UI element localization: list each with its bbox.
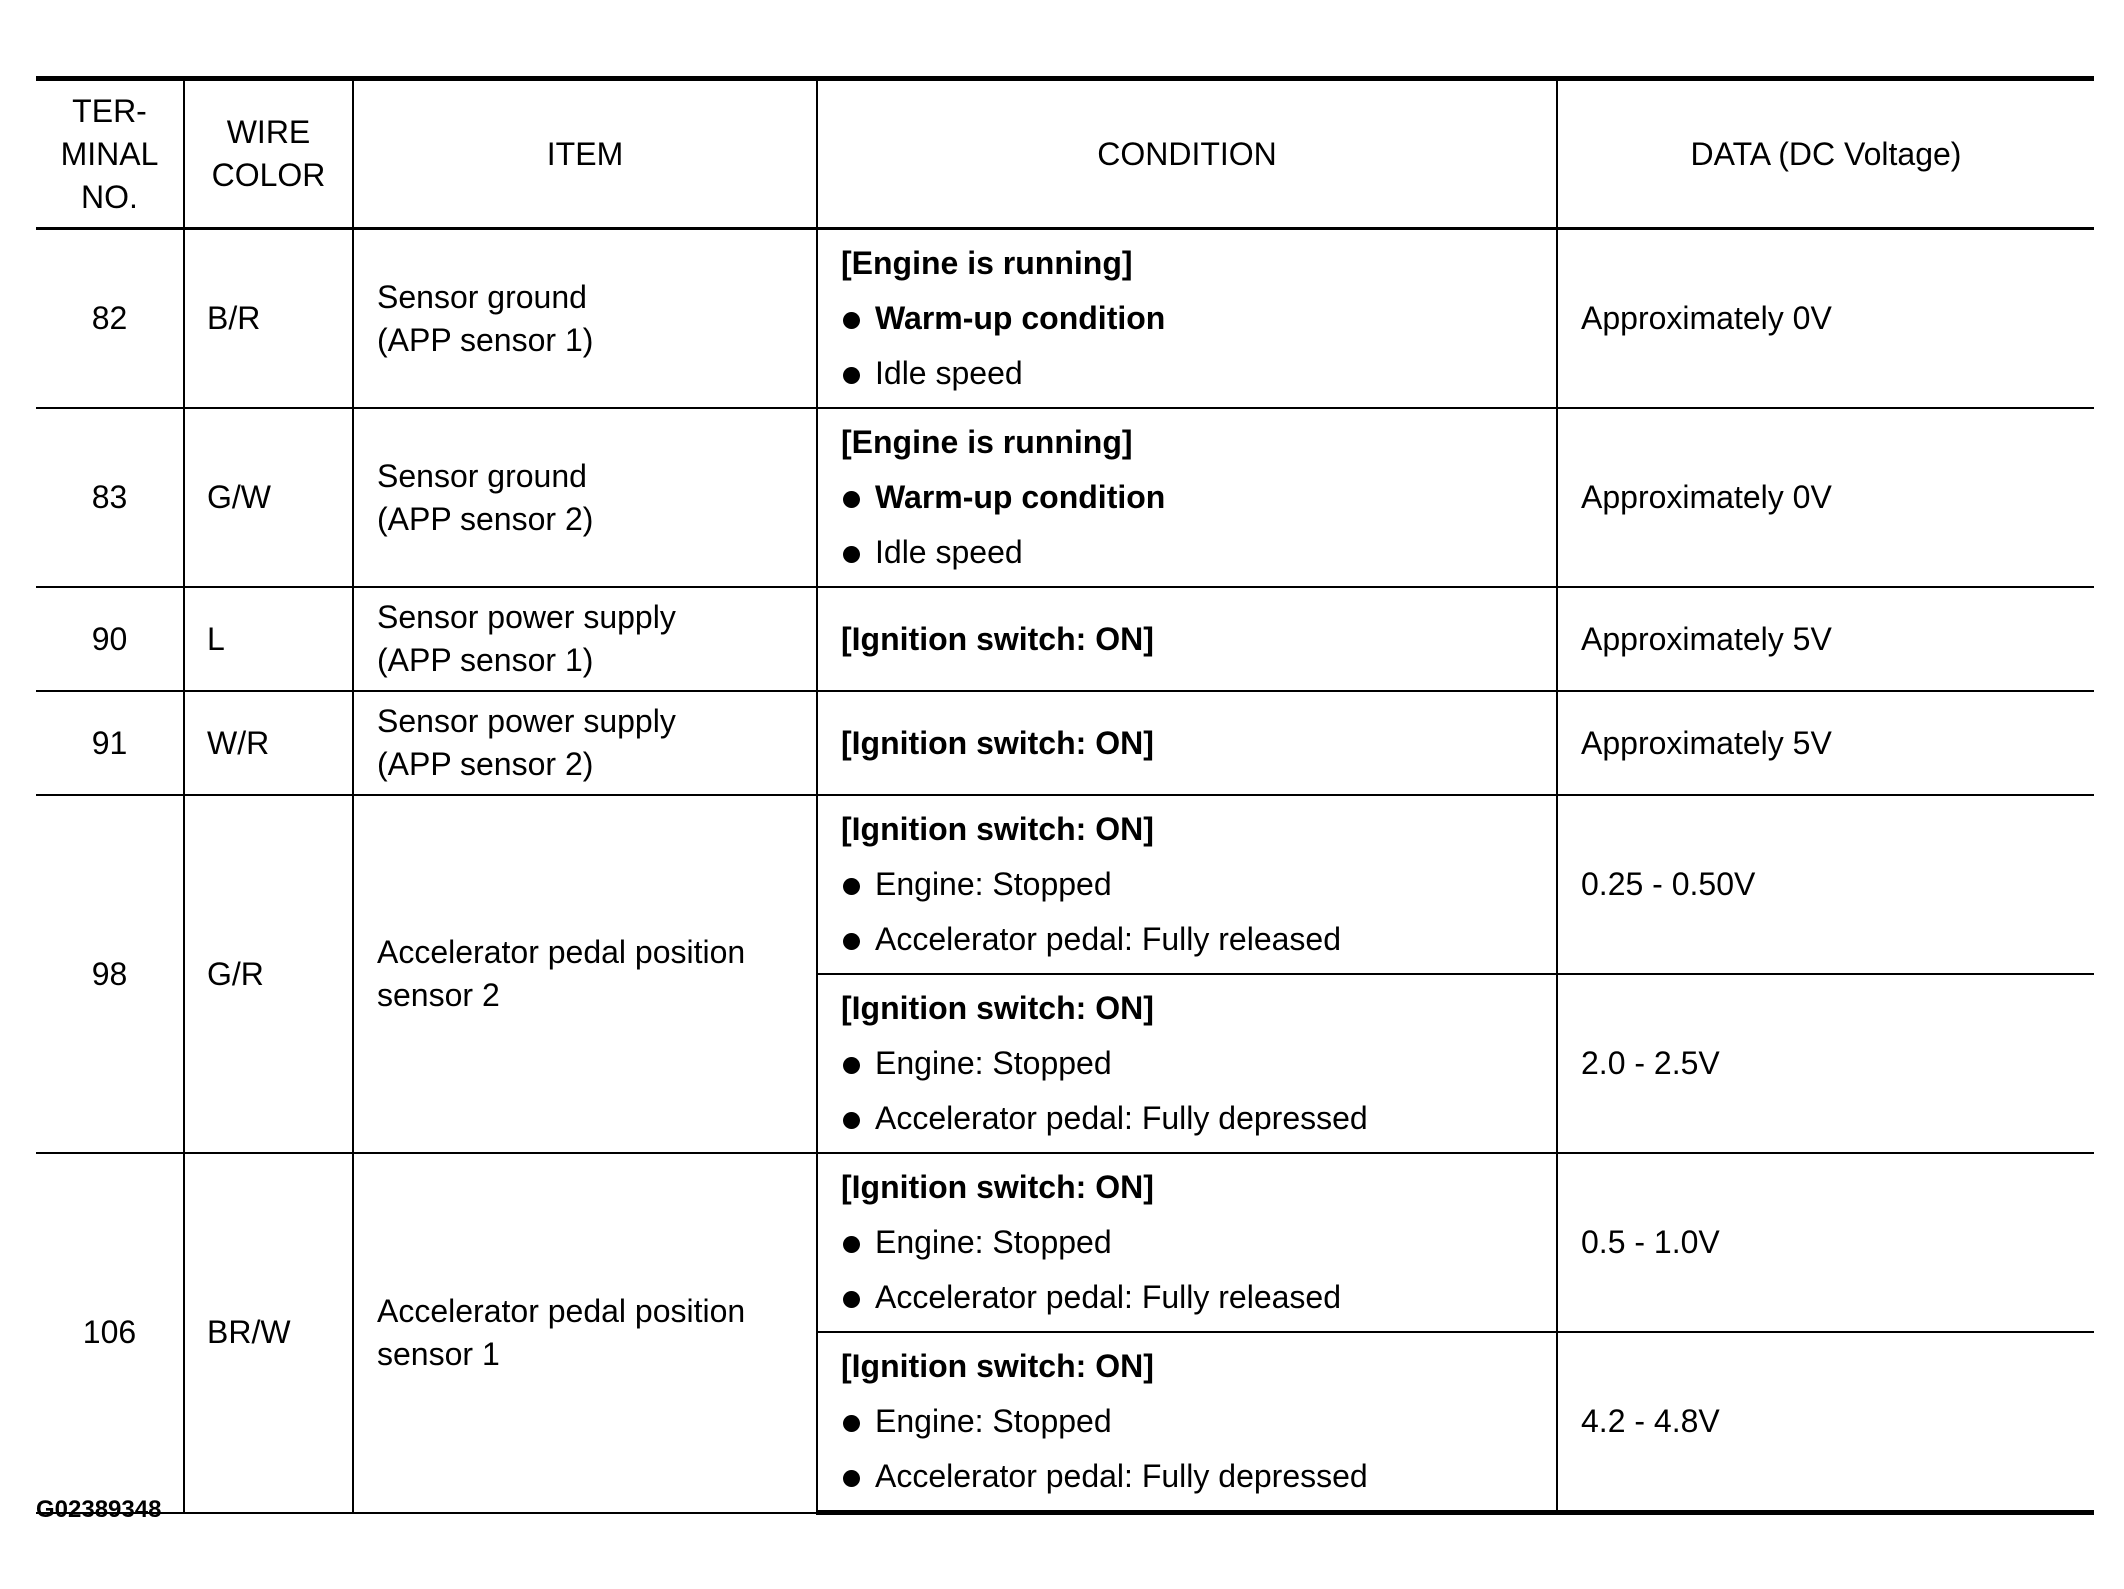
condition-heading: [Ignition switch: ON]	[841, 990, 1154, 1026]
item-cell: Accelerator pedal position sensor 2	[353, 795, 817, 1153]
condition-heading: [Ignition switch: ON]	[841, 724, 1154, 761]
condition-cell	[817, 795, 1557, 974]
terminal-no: 82	[36, 229, 184, 409]
header-data: DATA (DC Voltage)	[1557, 79, 2094, 229]
table-row-83	[36, 408, 2094, 587]
data-value: Approximately 5V	[1557, 691, 2094, 795]
wire-color: G/W	[184, 408, 353, 587]
item-cell: Accelerator pedal position sensor 1	[353, 1153, 817, 1513]
condition-bullet: Accelerator pedal: Fully released	[841, 1270, 1556, 1325]
condition-heading: [Ignition switch: ON]	[841, 1169, 1154, 1205]
condition-bullet: Engine: Stopped	[841, 1036, 1556, 1091]
condition-cell	[817, 691, 1557, 795]
condition-bullet: Engine: Stopped	[841, 1394, 1556, 1449]
header-row	[36, 79, 2094, 229]
table-row-82	[36, 229, 2094, 409]
condition-bullet: Warm-up condition	[841, 291, 1556, 346]
condition-cell	[817, 974, 1557, 1153]
terminal-no: 83	[36, 408, 184, 587]
header-item: ITEM	[353, 79, 817, 229]
wire-color: L	[184, 587, 353, 691]
condition-heading: [Ignition switch: ON]	[841, 811, 1154, 847]
data-value: 0.25 - 0.50V	[1557, 795, 2094, 974]
wire-color: G/R	[184, 795, 353, 1153]
condition-cell	[817, 587, 1557, 691]
item-cell: Sensor power supply (APP sensor 1)	[353, 587, 817, 691]
condition-heading: [Engine is running]	[841, 424, 1133, 460]
data-value: Approximately 0V	[1557, 408, 2094, 587]
condition-heading: [Engine is running]	[841, 245, 1133, 281]
condition-bullet: Accelerator pedal: Fully depressed	[841, 1091, 1556, 1146]
header-wire-color: WIRE COLOR	[184, 79, 353, 229]
condition-heading: [Ignition switch: ON]	[841, 620, 1154, 657]
condition-heading: [Ignition switch: ON]	[841, 1348, 1154, 1384]
terminal-data-table	[36, 76, 2094, 1515]
condition-bullet: Idle speed	[841, 346, 1556, 401]
data-value: 4.2 - 4.8V	[1557, 1332, 2094, 1513]
header-terminal-no: TER- MINAL NO.	[36, 79, 184, 229]
data-value: Approximately 0V	[1557, 229, 2094, 409]
condition-bullet: Engine: Stopped	[841, 1215, 1556, 1270]
wire-color: B/R	[184, 229, 353, 409]
figure-id: G02389348	[36, 1496, 162, 1523]
data-value: 2.0 - 2.5V	[1557, 974, 2094, 1153]
condition-bullet: Idle speed	[841, 525, 1556, 580]
condition-bullet: Accelerator pedal: Fully depressed	[841, 1449, 1556, 1504]
item-cell: Sensor power supply (APP sensor 2)	[353, 691, 817, 795]
terminal-no: 98	[36, 795, 184, 1153]
wire-color: BR/W	[184, 1153, 353, 1513]
table-row-106	[36, 1153, 2094, 1332]
condition-cell	[817, 229, 1557, 409]
wire-color: W/R	[184, 691, 353, 795]
condition-bullet: Engine: Stopped	[841, 857, 1556, 912]
condition-cell	[817, 1332, 1557, 1513]
condition-cell	[817, 1153, 1557, 1332]
condition-bullet: Warm-up condition	[841, 470, 1556, 525]
item-cell: Sensor ground (APP sensor 2)	[353, 408, 817, 587]
condition-bullet: Accelerator pedal: Fully released	[841, 912, 1556, 967]
terminal-no: 91	[36, 691, 184, 795]
terminal-no: 90	[36, 587, 184, 691]
condition-cell	[817, 408, 1557, 587]
table-row-98	[36, 795, 2094, 974]
data-value: Approximately 5V	[1557, 587, 2094, 691]
header-condition: CONDITION	[817, 79, 1557, 229]
terminal-no: 106	[36, 1153, 184, 1513]
table-row-91	[36, 691, 2094, 795]
data-value: 0.5 - 1.0V	[1557, 1153, 2094, 1332]
table-row-90	[36, 587, 2094, 691]
item-cell: Sensor ground (APP sensor 1)	[353, 229, 817, 409]
